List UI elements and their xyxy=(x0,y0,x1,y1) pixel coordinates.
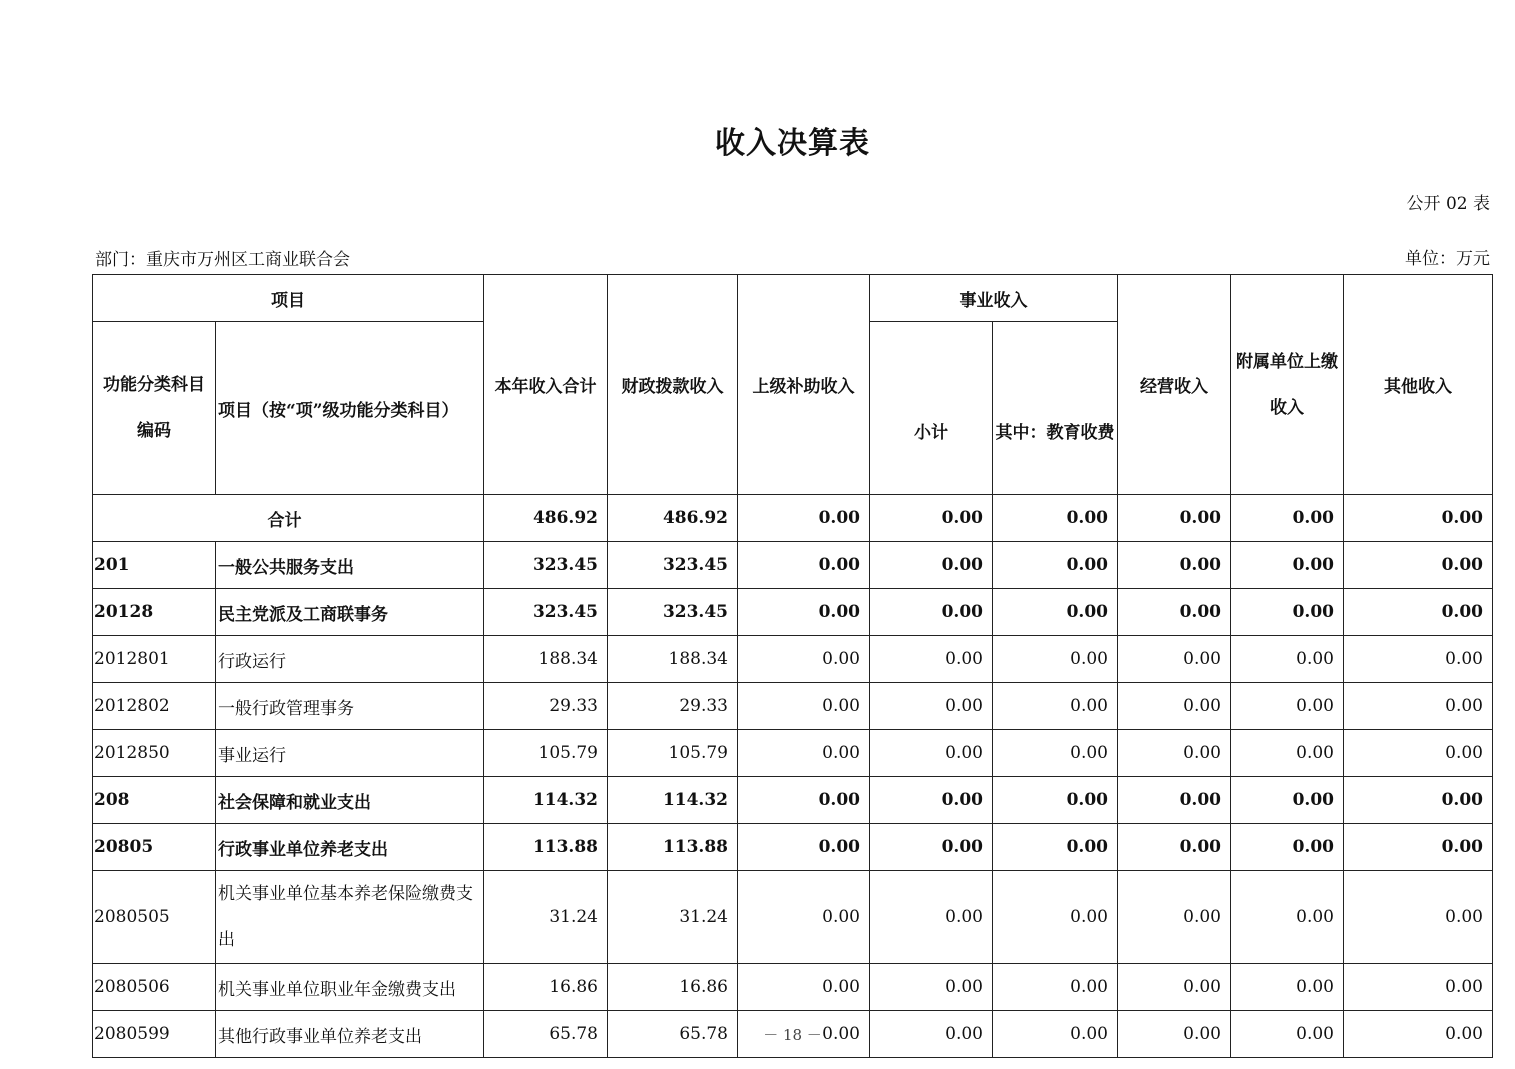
row-value: 0.00 xyxy=(738,589,870,636)
row-value: 0.00 xyxy=(1344,542,1493,589)
row-value: 0.00 xyxy=(738,542,870,589)
row-value: 0.00 xyxy=(870,871,993,964)
row-value: 323.45 xyxy=(484,589,608,636)
total-cell: 0.00 xyxy=(738,495,870,542)
row-name: 民主党派及工商联事务 xyxy=(216,589,484,636)
row-value: 188.34 xyxy=(608,636,738,683)
row-value: 105.79 xyxy=(484,730,608,777)
row-value: 0.00 xyxy=(993,589,1118,636)
row-value: 0.00 xyxy=(1231,1011,1344,1058)
total-row xyxy=(93,495,1493,542)
row-value: 0.00 xyxy=(993,683,1118,730)
row-value: 0.00 xyxy=(738,871,870,964)
row-value: 0.00 xyxy=(993,1011,1118,1058)
row-value: 0.00 xyxy=(1344,1011,1493,1058)
row-code: 2080599 xyxy=(93,1011,216,1058)
form-number: 公开 02 表 xyxy=(1406,194,1490,214)
row-value: 0.00 xyxy=(738,683,870,730)
row-value: 0.00 xyxy=(870,589,993,636)
row-name: 一般行政管理事务 xyxy=(216,683,484,730)
row-value: 0.00 xyxy=(1344,777,1493,824)
row-value: 0.00 xyxy=(738,824,870,871)
row-name: 社会保障和就业支出 xyxy=(216,777,484,824)
total-cell: 0.00 xyxy=(993,495,1118,542)
header-fiscal: 财政拨款收入 xyxy=(608,275,738,495)
row-value: 0.00 xyxy=(738,964,870,1011)
row-value: 0.00 xyxy=(1118,683,1231,730)
header-total-income: 本年收入合计 xyxy=(484,275,608,495)
row-value: 323.45 xyxy=(484,542,608,589)
department-label: 部门：重庆市万州区工商业联合会 xyxy=(95,250,350,270)
header-superior: 上级补助收入 xyxy=(738,275,870,495)
row-value: 113.88 xyxy=(484,824,608,871)
row-value: 0.00 xyxy=(870,683,993,730)
row-name: 行政运行 xyxy=(216,636,484,683)
row-value: 0.00 xyxy=(870,964,993,1011)
row-value: 0.00 xyxy=(1231,589,1344,636)
row-value: 0.00 xyxy=(870,777,993,824)
table-row xyxy=(93,871,1493,964)
row-value: 0.00 xyxy=(1118,777,1231,824)
table-row xyxy=(93,824,1493,871)
row-value: 0.00 xyxy=(870,1011,993,1058)
row-name: 机关事业单位基本养老保险缴费支出 xyxy=(216,871,484,964)
row-value: 113.88 xyxy=(608,824,738,871)
page-number: － 18 － xyxy=(763,1026,822,1044)
table-row xyxy=(93,730,1493,777)
total-label: 合计 xyxy=(93,495,484,542)
row-value: 0.00 xyxy=(1231,636,1344,683)
row-value: 31.24 xyxy=(608,871,738,964)
header-subtotal: 小计 xyxy=(870,322,993,495)
row-value: 105.79 xyxy=(608,730,738,777)
total-cell: 0.00 xyxy=(1344,495,1493,542)
row-code: 2080505 xyxy=(93,871,216,964)
row-code: 2080506 xyxy=(93,964,216,1011)
total-cell: 0.00 xyxy=(1231,495,1344,542)
row-value: 0.00 xyxy=(738,730,870,777)
row-value: 0.00 xyxy=(870,636,993,683)
row-value: 323.45 xyxy=(608,589,738,636)
table-row xyxy=(93,777,1493,824)
row-value: 0.00 xyxy=(993,824,1118,871)
row-value: 0.00 xyxy=(1118,1011,1231,1058)
table-body xyxy=(93,495,1493,1058)
table-row xyxy=(93,542,1493,589)
row-value: 188.34 xyxy=(484,636,608,683)
row-name: 行政事业单位养老支出 xyxy=(216,824,484,871)
row-name: 事业运行 xyxy=(216,730,484,777)
header-education: 其中：教育收费 xyxy=(993,322,1118,495)
row-value: 0.00 xyxy=(1344,636,1493,683)
row-value: 0.00 xyxy=(1344,589,1493,636)
row-value: 0.00 xyxy=(1344,824,1493,871)
row-value: 0.00 xyxy=(1231,542,1344,589)
row-value: 114.32 xyxy=(608,777,738,824)
row-value: 29.33 xyxy=(608,683,738,730)
table-row xyxy=(93,964,1493,1011)
row-value: 0.00 xyxy=(1118,964,1231,1011)
row-value: 0.00 xyxy=(1344,683,1493,730)
row-value: 0.00 xyxy=(870,542,993,589)
header-other: 其他收入 xyxy=(1344,275,1493,495)
row-value: 0.00 xyxy=(1231,777,1344,824)
table-row xyxy=(93,589,1493,636)
row-value: 0.00 xyxy=(993,730,1118,777)
row-name: 机关事业单位职业年金缴费支出 xyxy=(216,964,484,1011)
header-business: 事业收入 xyxy=(870,275,1118,322)
header-operating: 经营收入 xyxy=(1118,275,1231,495)
income-table xyxy=(92,274,1493,1058)
row-code: 2012801 xyxy=(93,636,216,683)
row-value: 0.00 xyxy=(1231,730,1344,777)
row-code: 2012850 xyxy=(93,730,216,777)
row-value: 114.32 xyxy=(484,777,608,824)
row-value: 0.00 xyxy=(870,824,993,871)
row-value: 0.00 xyxy=(1118,542,1231,589)
row-value: 0.00 xyxy=(1231,824,1344,871)
row-value: 0.00 xyxy=(738,1011,870,1058)
row-value: 0.00 xyxy=(993,871,1118,964)
header-project-name: 项目（按“项”级功能分类科目） xyxy=(216,322,484,495)
row-value: 16.86 xyxy=(484,964,608,1011)
page-title: 收入决算表 xyxy=(715,126,870,161)
row-value: 0.00 xyxy=(1118,871,1231,964)
row-value: 0.00 xyxy=(993,964,1118,1011)
row-value: 0.00 xyxy=(1344,730,1493,777)
row-code: 201 xyxy=(93,542,216,589)
row-code: 208 xyxy=(93,777,216,824)
row-code: 2012802 xyxy=(93,683,216,730)
total-cell: 486.92 xyxy=(608,495,738,542)
total-cell: 486.92 xyxy=(484,495,608,542)
row-value: 0.00 xyxy=(993,777,1118,824)
total-cell: 0.00 xyxy=(870,495,993,542)
header-affiliated: 附属单位上缴收入 xyxy=(1231,275,1344,495)
row-value: 0.00 xyxy=(1344,964,1493,1011)
row-value: 16.86 xyxy=(608,964,738,1011)
row-value: 0.00 xyxy=(1231,964,1344,1011)
row-value: 0.00 xyxy=(870,730,993,777)
header-project: 项目 xyxy=(93,275,484,322)
table-row xyxy=(93,683,1493,730)
row-value: 0.00 xyxy=(1231,871,1344,964)
row-value: 29.33 xyxy=(484,683,608,730)
row-value: 31.24 xyxy=(484,871,608,964)
header-func-code: 功能分类科目编码 xyxy=(93,322,216,495)
row-value: 0.00 xyxy=(1231,683,1344,730)
row-code: 20128 xyxy=(93,589,216,636)
row-value: 0.00 xyxy=(1118,730,1231,777)
row-value: 0.00 xyxy=(1344,871,1493,964)
table-row xyxy=(93,636,1493,683)
row-value: 0.00 xyxy=(993,636,1118,683)
total-cell: 0.00 xyxy=(1118,495,1231,542)
row-code: 20805 xyxy=(93,824,216,871)
row-value: 0.00 xyxy=(738,636,870,683)
row-value: 65.78 xyxy=(608,1011,738,1058)
row-value: 0.00 xyxy=(1118,636,1231,683)
unit-label: 单位：万元 xyxy=(1405,249,1490,269)
row-value: 0.00 xyxy=(993,542,1118,589)
row-value: 323.45 xyxy=(608,542,738,589)
row-name: 其他行政事业单位养老支出 xyxy=(216,1011,484,1058)
row-value: 0.00 xyxy=(1118,589,1231,636)
row-value: 0.00 xyxy=(1118,824,1231,871)
row-name: 一般公共服务支出 xyxy=(216,542,484,589)
row-value: 65.78 xyxy=(484,1011,608,1058)
row-value: 0.00 xyxy=(738,777,870,824)
